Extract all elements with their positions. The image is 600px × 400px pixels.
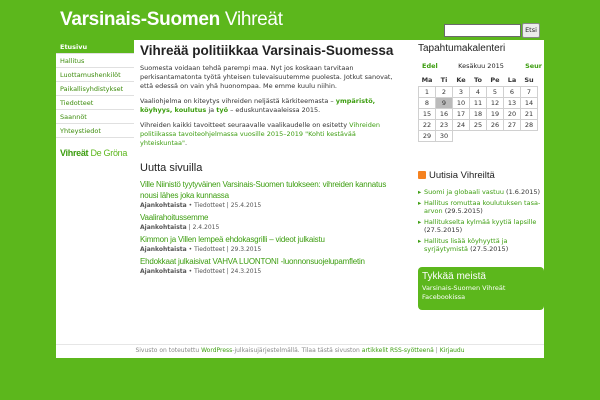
- site-title-light: Vihreät: [224, 9, 283, 30]
- news-heading: [418, 170, 495, 181]
- calendar-day: 15: [419, 108, 436, 119]
- calendar-day: 13: [504, 97, 521, 108]
- site-footer: [56, 344, 544, 358]
- news-item: [418, 237, 544, 254]
- program-text-e: – eduskuntavaaleissa 2015.: [230, 106, 321, 114]
- post-meta: Ajankohtaista • Tiedotteet | 24.3.2015: [140, 268, 262, 275]
- calendar-day: 18: [470, 108, 487, 119]
- post-category[interactable]: Ajankohtaista: [140, 268, 187, 275]
- post-category[interactable]: Ajankohtaista: [140, 246, 187, 253]
- left-navigation: [56, 40, 134, 158]
- calendar-nav: [418, 62, 544, 74]
- calendar-day: 25: [470, 119, 487, 130]
- post-date: 29.3.2015: [230, 246, 262, 253]
- calendar-day: 27: [504, 119, 521, 130]
- calendar-day: 21: [521, 108, 538, 119]
- calendar-empty-cell: [521, 130, 538, 141]
- vihreat-logo[interactable]: [60, 148, 127, 158]
- nav-item-luottamushenkilot[interactable]: Luottamushenkilöt: [56, 68, 134, 82]
- calendar-day: 11: [470, 97, 487, 108]
- news-title[interactable]: Uutisia Vihreiltä: [429, 170, 495, 181]
- footer-separator: |: [435, 347, 438, 354]
- news-item-date: (29.5.2015): [444, 207, 483, 215]
- news-item: [418, 199, 544, 216]
- nav-item-hallitus[interactable]: Hallitus: [56, 54, 134, 68]
- calendar-day-today: 9: [436, 97, 453, 108]
- search-input[interactable]: [444, 24, 521, 37]
- calendar-month: Kesäkuu 2015: [458, 62, 504, 70]
- calendar-day: 16: [436, 108, 453, 119]
- calendar-day: 3: [453, 86, 470, 97]
- themes-link[interactable]: ympäristö, köyhyys, koulutus: [140, 97, 376, 114]
- news-item-title[interactable]: Hallitus lisää köyhyyttä ja syrjäytymistä: [424, 236, 508, 253]
- like-box-text[interactable]: Varsinais-Suomen Vihreät Facebookissa: [422, 284, 506, 301]
- calendar-day: 14: [521, 97, 538, 108]
- calendar-day: 30: [436, 130, 453, 141]
- site-title[interactable]: [60, 9, 283, 31]
- post-tag[interactable]: Tiedotteet: [194, 202, 225, 209]
- site-title-strong: Varsinais-Suomen: [60, 9, 220, 30]
- program-paragraph: [140, 97, 402, 115]
- wordpress-link[interactable]: WordPress: [201, 347, 233, 354]
- post-title[interactable]: Vaalirahoitussemme: [140, 213, 209, 222]
- calendar-day: 12: [487, 97, 504, 108]
- news-item-date: (1.6.2015): [506, 188, 541, 196]
- calendar-empty-cell: [504, 130, 521, 141]
- page-title: Vihreää politiikkaa Varsinais-Suomessa: [140, 43, 394, 58]
- intro-paragraph: Suomesta voidaan tehdä parempi maa. Nyt jos koskaan tarvitaan perkisantamatonta työtä yhteisen tulevaisuutemme puolesta. Jotkut sanovat, että edessä on vain yhä huonompaa. Me emme kuulu niihin.: [140, 64, 393, 90]
- tyo-link[interactable]: työ: [216, 106, 229, 114]
- calendar-day: 19: [487, 108, 504, 119]
- calendar-empty-cell: [470, 130, 487, 141]
- calendar-day: 24: [453, 119, 470, 130]
- bullet-arrow-icon: ▸: [418, 217, 422, 226]
- post-date: 2.4.2015: [192, 224, 220, 231]
- calendar-day-header: La: [507, 76, 517, 85]
- calendar-day: 20: [504, 108, 521, 119]
- post-meta: Ajankohtaista | 2.4.2015: [140, 224, 220, 231]
- calendar-day: 29: [419, 130, 436, 141]
- news-item-title[interactable]: Hallitukselta kylmää kyytiä lapsille: [424, 217, 537, 226]
- nav-item-saannot[interactable]: Saannöt: [56, 110, 134, 124]
- recent-posts-list: [140, 179, 402, 278]
- calendar-day: 10: [453, 97, 470, 108]
- calendar-day-header: Su: [524, 76, 534, 85]
- calendar-empty-cell: [487, 130, 504, 141]
- bullet-arrow-icon: ▸: [418, 198, 422, 207]
- calendar-day: 4: [470, 86, 487, 97]
- calendar-day: 8: [419, 97, 436, 108]
- calendar-day-header: Pe: [490, 76, 500, 85]
- news-list: [418, 188, 544, 256]
- search-button[interactable]: Etsi: [522, 23, 540, 38]
- goals-text-a: Vihreiden kaikki tavoitteet seuraavalle vaalikaudelle on esitetty: [140, 121, 348, 129]
- calendar-day: 6: [504, 86, 521, 97]
- logo-sub: De Gröna: [90, 148, 128, 158]
- right-sidebar: [418, 40, 544, 301]
- news-item-date: (27.5.2015): [470, 245, 509, 253]
- post-date: 25.4.2015: [230, 202, 262, 209]
- login-link[interactable]: Kirjaudu: [439, 347, 465, 354]
- news-item-title[interactable]: Hallitus romuttaa koulutuksen tasa-arvon: [424, 198, 541, 215]
- calendar-day: 2: [436, 86, 453, 97]
- site-header: [0, 0, 600, 40]
- calendar-day: 5: [487, 86, 504, 97]
- section-title-new: Uutta sivuilla: [140, 162, 203, 174]
- calendar-title: Tapahtumakalenteri: [418, 43, 506, 54]
- goals-text-c: .: [185, 139, 188, 147]
- post-tag[interactable]: Tiedotteet: [194, 268, 225, 275]
- rss-icon[interactable]: [418, 171, 426, 179]
- post-title[interactable]: Ville Niinistö tyytyväinen Varsinais-Suomen tulokseen: vihreiden kannatus nousi lähes joka kunnassa: [140, 180, 387, 200]
- calendar-day-header: Ma: [421, 76, 433, 85]
- calendar-prev-link[interactable]: Edel: [422, 62, 438, 70]
- goals-program-link[interactable]: Vihreiden politiikassa tavoiteohjelmassa vuosille 2015–2019 "Kohti kestävää yhteiskuntaa": [140, 121, 380, 147]
- calendar-day: 23: [436, 119, 453, 130]
- nav-item-tiedotteet[interactable]: Tiedotteet: [56, 96, 134, 110]
- post-title[interactable]: Ehdokkaat julkaisivat VAHVA LUONTONI -luonnonsuojelupamfletin: [140, 257, 365, 266]
- like-box-title: Tykkää meistä: [422, 271, 486, 282]
- bullet-arrow-icon: ▸: [418, 188, 422, 196]
- program-text-a: Vaaliohjelma on kiteytys vihreiden neljästä kärkiteemasta –: [140, 97, 334, 105]
- main-content: [140, 40, 402, 275]
- post-meta: Ajankohtaista • Tiedotteet | 29.3.2015: [140, 246, 262, 253]
- program-text-c: ja: [208, 106, 215, 114]
- nav-item-paikallisyhdistykset[interactable]: Paikallisyhdistykset: [56, 82, 134, 96]
- footer-text-a: Sivusto on toteutettu: [135, 347, 200, 354]
- news-item-date: (27.5.2015): [424, 226, 463, 234]
- news-item-title[interactable]: Suomi ja globaali vastuu: [424, 188, 504, 196]
- calendar-day-header: To: [473, 76, 483, 85]
- facebook-like-box[interactable]: [418, 267, 544, 310]
- post-date: 24.3.2015: [230, 268, 262, 275]
- calendar-grid: [418, 75, 538, 142]
- post-title[interactable]: Kimmon ja Villen lempeä ehdokasgrilli – videot julkaistu: [140, 235, 325, 244]
- post-category[interactable]: Ajankohtaista: [140, 224, 187, 231]
- footer-text-b: -julkaisujärjestelmällä. Tilaa tästä sivuston: [232, 347, 360, 354]
- rss-feed-link[interactable]: artikkelit RSS-syötteenä: [361, 347, 434, 354]
- post-meta: Ajankohtaista • Tiedotteet | 25.4.2015: [140, 202, 262, 209]
- news-item: [418, 188, 544, 197]
- nav-item-etusivu[interactable]: Etusivu: [56, 40, 134, 54]
- calendar-day: 28: [521, 119, 538, 130]
- calendar-day-header: Ti: [440, 76, 448, 85]
- calendar-day: 1: [419, 86, 436, 97]
- content-container: [56, 40, 544, 344]
- logo-main: Vihreät: [60, 148, 89, 158]
- post-tag[interactable]: Tiedotteet: [194, 246, 225, 253]
- calendar-day: 22: [419, 119, 436, 130]
- bullet-arrow-icon: ▸: [418, 236, 422, 245]
- calendar-day: 17: [453, 108, 470, 119]
- calendar-day-header: Ke: [456, 76, 466, 85]
- calendar-next-link[interactable]: Seur: [525, 62, 542, 70]
- post-category[interactable]: Ajankohtaista: [140, 202, 187, 209]
- news-item: [418, 218, 544, 235]
- nav-item-yhteystiedot[interactable]: Yhteystiedot: [56, 124, 134, 138]
- goals-paragraph: [140, 121, 402, 148]
- calendar-day: 26: [487, 119, 504, 130]
- calendar-day: 7: [521, 86, 538, 97]
- calendar-empty-cell: [453, 130, 470, 141]
